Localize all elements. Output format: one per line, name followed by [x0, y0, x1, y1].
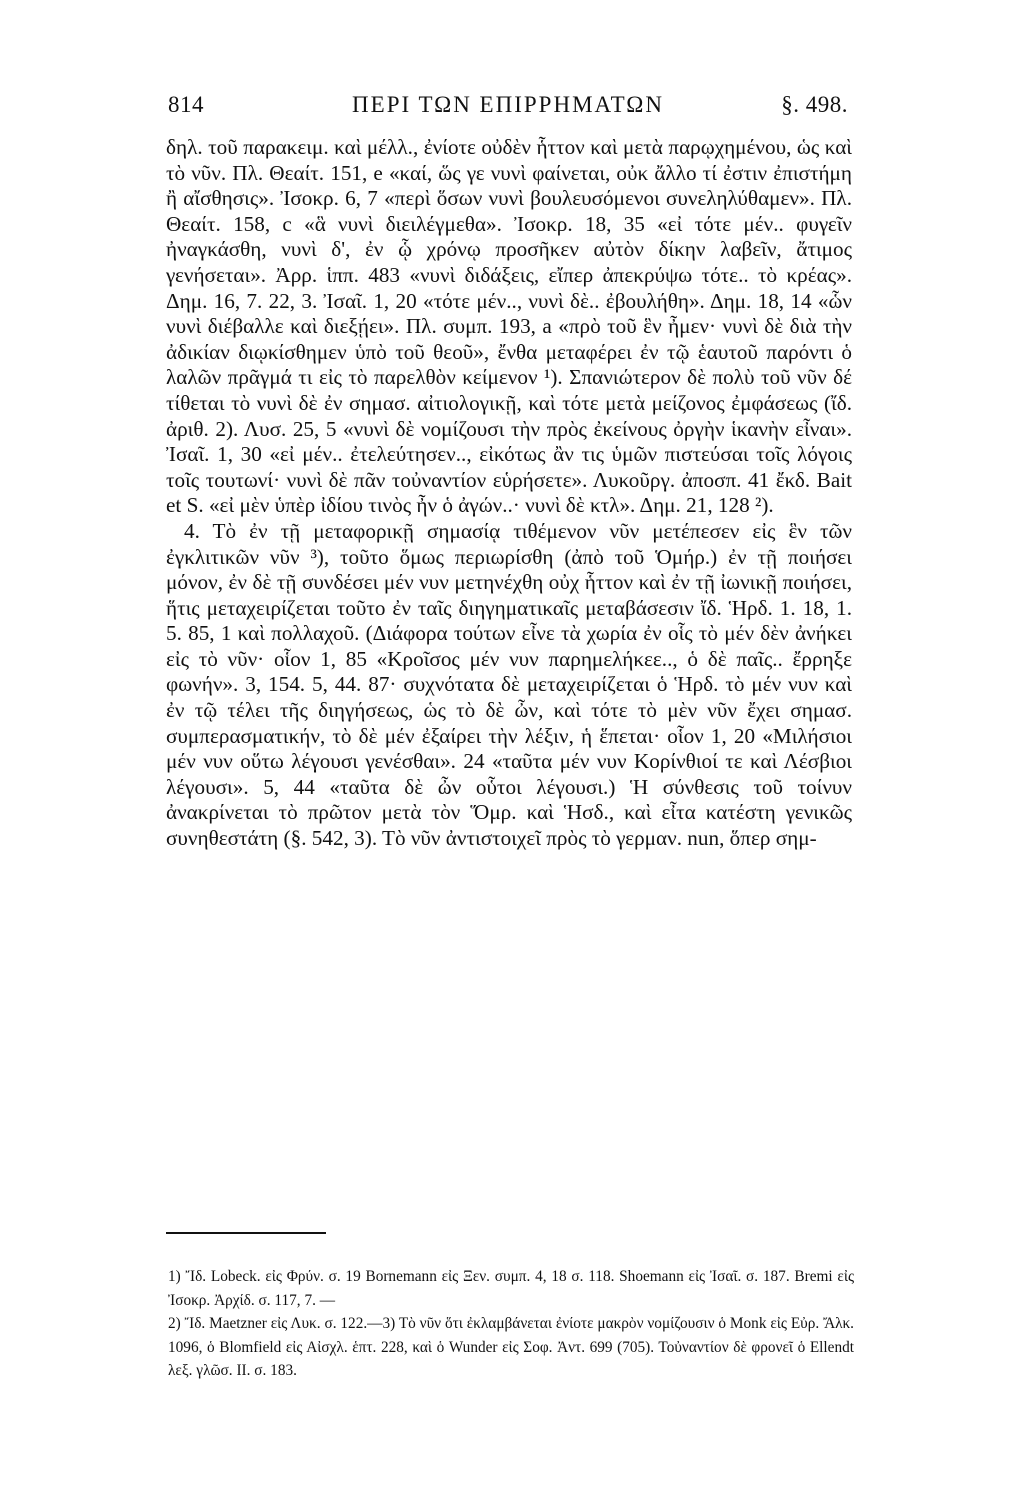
section-number: §. 498. [781, 92, 848, 117]
footnote-2-3: 2) Ἴδ. Maetzner εἰς Λυκ. σ. 122.—3) Τὸ νῦν ὅτι ἐκλαμβάνεται ἐνίοτε μακρὸν νομίζουσιν ὁ Monk εἰς Εὐρ. Ἄλκ. 1096, ὁ Blomfield εἰς Αἰσχλ. ἑπτ. 228, καὶ ὁ Wunder εἰς Σοφ. Ἀντ. 699 (705). Τοὐναντίον δὲ φρονεῖ ὁ Ellendt λεξ. γλῶσ. II. σ. 183. [168, 1315, 854, 1380]
main-text [166, 135, 852, 852]
footnote-1: 1) Ἴδ. Lobeck. εἰς Φρύν. σ. 19 Bornemann εἰς Ξεν. συμπ. 4, 18 σ. 118. Shoemann εἰς Ἰσαῖ. σ. 187. Bremi εἰς Ἰσοκρ. Ἀρχίδ. σ. 117, 7. — [168, 1268, 854, 1309]
running-header [168, 92, 848, 128]
footnote-separator [166, 1232, 326, 1234]
running-title: ΠΕΡΙ ΤΩΝ ΕΠΙΡΡΗΜΑΤΩΝ [352, 92, 664, 117]
footnotes [168, 1265, 854, 1383]
paragraph-continuation: δηλ. τοῦ παρακειμ. καὶ μέλλ., ἐνίοτε οὐδὲν ἧττον καὶ μετὰ παρῳχημένου, ὡς καὶ τὸ νῦν. Πλ. Θεαίτ. 151, e «καί, ὥς γε νυνὶ φαίνεται, οὐκ ἄλλο τί ἐστιν ἐπιστήμη ἢ αἴσθησις». Ἰσοκρ. 6, 7 «περὶ ὅσων νυνὶ βουλευσόμενοι συνεληλύθαμεν». Πλ. Θεαίτ. 158, c «ἃ νυνὶ διειλέγμεθα». Ἰσοκρ. 18, 35 «εἰ τότε μέν.. φυγεῖν ἠναγκάσθη, νυνὶ δ', ἐν ᾧ χρόνῳ προσῆκεν αὐτὸν δίκην λαβεῖν, ἄτιμος γενήσεται». Ἀρρ. ἱππ. 483 «νυνὶ διδάξεις, εἴπερ ἀπεκρύψω τότε.. τὸ κρέας». Δημ. 16, 7. 22, 3. Ἰσαῖ. 1, 20 «τότε μέν.., νυνὶ δὲ.. ἐβουλήθη». Δημ. 18, 14 «ὧν νυνὶ διέβαλλε καὶ διεξῄει». Πλ. συμπ. 193, a «πρὸ τοῦ ἓν ἦμεν· νυνὶ δὲ διὰ τὴν ἀδικίαν διῳκίσθημεν ὑπὸ τοῦ θεοῦ», ἔνθα μεταφέρει ἐν τῷ ἑαυτοῦ παρόντι ὁ λαλῶν πρᾶγμά τι εἰς τὸ παρελθὸν κείμενον ¹). Σπανιώτερον δὲ πολὺ τοῦ νῦν δέ τίθεται τὸ νυνὶ δὲ ἐν σημασ. αἰτιολογικῇ, καὶ τότε μετὰ μείζονος ἐμφάσεως (ἴδ. ἀριθ. 2). Λυσ. 25, 5 «νυνὶ δὲ νομίζουσι τὴν πρὸς ἐκείνους ὀργὴν ἱκανὴν εἶναι». Ἰσαῖ. 1, 30 «εἰ μέν.. ἐτελεύτησεν.., εἰκότως ἂν τις ὑμῶν πιστεύσαι τοῖς λόγοις τοῖς τουτωνί· νυνὶ δὲ πᾶν τοὐναντίον εὑρήσετε». Λυκοῦργ. ἀποσπ. 41 ἔκδ. Bait et S. «εἰ μὲν ὑπὲρ ἰδίου τινὸς ἦν ὁ ἀγών..· νυνὶ δὲ κτλ». Δημ. 21, 128 ²). [166, 135, 852, 518]
paragraph-4: 4. Τὸ ἐν τῇ μεταφορικῇ σημασίᾳ τιθέμενον νῦν μετέπεσεν εἰς ἓν τῶν ἐγκλιτικῶν νῦν ³), τοῦτο ὅμως περιωρίσθη (ἀπὸ τοῦ Ὁμήρ.) ἐν τῇ ποιήσει μόνον, ἐν δὲ τῇ συνδέσει μέν νυν μετηνέχθη οὐχ ἧττον καὶ ἐν τῇ ἰωνικῇ ποιήσει, ἥτις μεταχειρίζεται τοῦτο ἐν ταῖς διηγηματικαῖς μεταβάσεσιν ἴδ. Ἡρδ. 1. 18, 1. 5. 85, 1 καὶ πολλαχοῦ. (Διάφορα τούτων εἶνε τὰ χωρία ἐν οἷς τὸ μέν δὲν ἀνήκει εἰς τὸ νῦν· οἷον 1, 85 «Κροῖσος μέν νυν παρημελήκεε.., ὁ δὲ παῖς.. ἔρρηξε φωνήν». 3, 154. 5, 44. 87· συχνότατα δὲ μεταχειρίζεται ὁ Ἡρδ. τὸ μέν νυν καὶ ἐν τῷ τέλει τῆς διηγήσεως, ὡς τὸ δὲ ὦν, καὶ τότε τὸ μὲν νῦν ἔχει σημασ. συμπερασματικήν, τὸ δὲ μέν ἐξαίρει τὴν λέξιν, ἡ ἕπεται· οἷον 1, 20 «Μιλήσιοι μέν νυν οὕτω λέγουσι γενέσθαι». 24 «ταῦτα μέν νυν Κορίνθιοί τε καὶ Λέσβιοι λέγουσι». 5, 44 «ταῦτα δὲ ὦν οὗτοι λέγουσι.) Ἡ σύνθεσις τοῦ τοίνυν ἀνακρίνεται τὸ πρῶτον μετὰ τὸν Ὅμρ. καὶ Ἡσδ., καὶ εἶτα κατέστη γενικῶς συνηθεστάτη (§. 542, 3). Τὸ νῦν ἀντιστοιχεῖ πρὸς τὸ γερμαν. nun, ὅπερ σημ- [166, 518, 852, 851]
page-number: 814 [168, 92, 204, 117]
